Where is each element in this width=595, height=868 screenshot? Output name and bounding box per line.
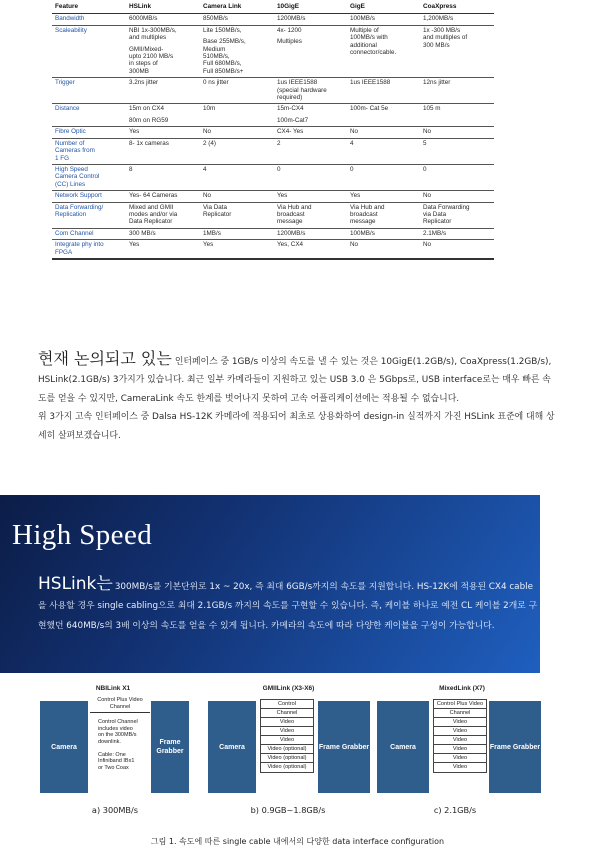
cell-line: Via Hub and (350, 203, 385, 211)
table-cell (274, 228, 347, 239)
cell-line: in steps of (129, 60, 158, 68)
cell-line: and multiples (129, 34, 167, 42)
cell-line: 2.1MB/s (423, 229, 447, 237)
diagram-caption-c: c) 2.1GB/s (433, 805, 477, 815)
intro-lead: 현재 논의되고 있는 (38, 349, 172, 368)
table-row (52, 164, 494, 190)
table-row (52, 78, 494, 104)
table-header-cell: Camera Link (200, 0, 274, 14)
cell-line: 3.2ns jitter (129, 79, 159, 87)
cell-line: required) (277, 94, 303, 102)
cell-line: CX4- Yes (277, 128, 304, 136)
cell-line: Medium (203, 45, 226, 53)
channel-label (90, 697, 150, 710)
table-cell (126, 202, 200, 228)
table-cell (420, 164, 494, 190)
channel-row: Video (434, 745, 486, 754)
cell-line: Fibre Optic (55, 128, 86, 136)
figure-caption: 그림 1. 속도에 따른 single cable 내에서의 다양한 data interface configuration (150, 837, 445, 846)
cell-line: 510MB/s, (203, 53, 230, 61)
channel-row: Video (261, 736, 313, 745)
table-header-cell: Feature (52, 0, 126, 14)
table-cell (274, 191, 347, 202)
camera-box: Camera (377, 701, 429, 793)
table-cell (200, 14, 274, 25)
channel-row: Video (optional) (261, 745, 313, 754)
channel-stack (260, 699, 314, 773)
channel-row: Channel (434, 709, 486, 718)
cell-line: Trigger (55, 79, 75, 87)
channel-label-line: Channel (109, 703, 131, 710)
cell-line: 300 MB/s (423, 41, 450, 49)
intro-text: 인터페이스 중 1GB/s 이상의 속도를 낼 수 있는 것은 10GigE(1.2GB/s), CoaXpress(1.2GB/s), HSLink(2.1GB/s) 3가지가 있습니다. 최근 일부 카메라들이 지원하고 있는 USB 3.0 은 5Gbps로, USB interface로는 매우 빠른 속도를 얻을 수 있지만, CameraLink 속도 한계를 벗어나지 못하여 고속 어플리케이션에는 적용될 수 없습니다. (38, 357, 552, 404)
cell-line: 0 (423, 165, 427, 173)
diagram-gmiilink (206, 685, 371, 797)
intro-text-2: 위 3가지 고속 인터페이스 중 Dalsa HS-12K 카메라에 적용되어 최초로 상용화하여 design-in 실적까지 가진 HSLink 표준에 대해 상세히 살펴보겠습니다. (38, 412, 555, 441)
table-cell (347, 228, 420, 239)
frame-grabber-box: Frame Grabber (489, 701, 541, 793)
table-cell (347, 25, 420, 77)
table-cell (274, 240, 347, 259)
cell-line: message (350, 218, 376, 226)
table-header-cell: CoaXpress (420, 0, 494, 14)
frame-grabber-box: Frame Grabber (318, 701, 370, 793)
table-cell (420, 228, 494, 239)
table-header-row (52, 0, 494, 14)
table-cell (200, 202, 274, 228)
cell-line: Yes (277, 192, 288, 200)
cell-line: Data Replicator (129, 218, 173, 226)
note-line: Infiniband IBx1 (98, 758, 135, 764)
table-cell (420, 127, 494, 138)
cell-line: Yes, CX4 (277, 241, 304, 249)
cell-line: 80m on RG59 (129, 116, 169, 124)
table-row (52, 104, 494, 127)
cell-line: message (277, 218, 303, 226)
cell-line: Camera Control (55, 173, 100, 181)
table-cell (200, 127, 274, 138)
cell-line: 100MB/s (350, 15, 375, 23)
table-cell (126, 25, 200, 77)
diagram-title: MixedLink (X7) (439, 685, 485, 692)
cell-line: 100m- Cat 5e (350, 105, 389, 113)
table-cell (347, 202, 420, 228)
cell-line: Data Forwarding (423, 203, 470, 211)
cell-line: Via Data (203, 203, 228, 211)
feature-cell (52, 240, 126, 259)
cell-line: 2 (4) (203, 139, 216, 147)
channel-row: Control (261, 700, 313, 709)
table-cell (126, 164, 200, 190)
diagram-mixedlink (377, 685, 547, 797)
table-cell (274, 14, 347, 25)
table-cell (274, 127, 347, 138)
cell-line: Yes (350, 192, 361, 200)
channel-row: Video (261, 727, 313, 736)
table-row (52, 191, 494, 202)
channel-notes (98, 719, 152, 771)
table-cell (200, 138, 274, 164)
note-line: downlink. (98, 738, 121, 745)
cell-line: Yes (129, 241, 140, 249)
cell-line: 1200MB/s (277, 15, 306, 23)
channel-row: Video (452, 764, 468, 770)
cell-line: Network Support (55, 192, 102, 200)
table-cell (200, 240, 274, 259)
table-row (52, 202, 494, 228)
cell-line: Multiple of (350, 26, 379, 34)
table-cell (200, 164, 274, 190)
note-line: Cable: One (98, 751, 126, 758)
table-cell (274, 202, 347, 228)
cell-line: broadcast (350, 210, 378, 218)
channel-row: Video (261, 718, 313, 727)
cell-line: 4 (350, 139, 354, 147)
cell-line: additional (350, 41, 377, 49)
table-cell (274, 78, 347, 104)
cell-line: No (350, 128, 359, 136)
table-cell (126, 14, 200, 25)
cell-line: GMII/Mixed- (129, 45, 164, 53)
cell-line: modes and/or via (129, 210, 178, 218)
table-header-cell: GigE (347, 0, 420, 14)
cell-line: Full 850MB/s+ (203, 67, 244, 75)
cell-line: and multiples of (423, 34, 468, 42)
channel-row: Video (434, 736, 486, 745)
table-cell (347, 14, 420, 25)
table-cell (274, 25, 347, 77)
table-cell (420, 104, 494, 127)
cell-line: 0 (277, 165, 281, 173)
table-cell (420, 25, 494, 77)
diagram-caption-b: b) 0.9GB~1.8GB/s (250, 805, 326, 815)
cell-line: connector/cable. (350, 49, 397, 57)
cell-line: Yes (129, 128, 140, 136)
cell-line: Com Channel (55, 229, 94, 237)
table-row (52, 138, 494, 164)
cell-line: 300 MB/s (129, 229, 156, 237)
cell-line: NBI 1x-300MB/s, (129, 26, 177, 34)
feature-cell (52, 191, 126, 202)
note-line: includes video (98, 725, 133, 732)
cell-line: 4x- 1200 (277, 26, 302, 34)
table-row (52, 240, 494, 259)
table-cell (126, 240, 200, 259)
channel-row: Video (optional) (267, 764, 307, 770)
banner-lead: HSLink는 (38, 574, 113, 594)
feature-cell (52, 127, 126, 138)
cell-line: Yes (203, 241, 214, 249)
feature-cell (52, 164, 126, 190)
cell-line: 100m-Cat7 (277, 116, 309, 124)
table-cell (420, 202, 494, 228)
table-cell (200, 228, 274, 239)
channel-row: Video (optional) (261, 754, 313, 763)
cell-line: 100MB/s with (350, 34, 388, 42)
table-cell (200, 78, 274, 104)
cell-line: Full 680MB/s, (203, 60, 242, 68)
diagram-title: NBILink X1 (95, 685, 131, 692)
diagram-caption-a: a) 300MB/s (91, 805, 139, 815)
channel-stack (433, 699, 487, 773)
cell-line: No (423, 128, 432, 136)
table-cell (420, 14, 494, 25)
cell-line: 4 (203, 165, 207, 173)
cell-line: 0 ns jitter (203, 79, 229, 87)
table-cell (347, 240, 420, 259)
cell-line: 12ns jitter (423, 79, 451, 87)
cell-line: 1 FG (55, 154, 69, 162)
cell-line: 105 m (423, 105, 441, 113)
intro-paragraph (38, 350, 558, 445)
feature-cell (52, 202, 126, 228)
table-cell (126, 104, 200, 127)
table-row (52, 228, 494, 239)
cell-line: Cameras from (55, 147, 95, 155)
cell-line: Replicator (423, 218, 452, 226)
cell-line: Scaleability (55, 26, 87, 34)
feature-cell (52, 228, 126, 239)
cell-line: 850MB/s (203, 15, 228, 23)
cell-line: 2 (277, 139, 281, 147)
cell-line: 1us IEEE1588 (350, 79, 391, 87)
cell-line: Base 255MB/s, (203, 38, 246, 46)
cell-line: 1MB/s (203, 229, 221, 237)
cell-line: 1x -300 MB/s (423, 26, 461, 34)
table-cell (274, 104, 347, 127)
cell-line: Yes- 64 Cameras (129, 192, 178, 200)
feature-cell (52, 138, 126, 164)
cell-line: 15m-CX4 (277, 105, 304, 113)
table-cell (200, 191, 274, 202)
cell-line: upto 2100 MB/s (129, 53, 174, 61)
note-line: or Two Coax (98, 764, 129, 771)
diagram-nbilink (38, 685, 188, 797)
channel-row: Video (434, 727, 486, 736)
table-cell (126, 191, 200, 202)
table-cell (420, 191, 494, 202)
cell-line: Number of (55, 139, 85, 147)
table-cell (126, 127, 200, 138)
cell-line: 1us IEEE1588 (277, 79, 318, 87)
table-cell (200, 25, 274, 77)
banner-title: High Speed (12, 519, 153, 551)
cell-line: 100MB/s (350, 229, 375, 237)
channel-row: Video (434, 718, 486, 727)
cell-line: 300MB (129, 67, 149, 75)
channel-row: Control Plus Video (434, 700, 486, 709)
feature-cell (52, 104, 126, 127)
cell-line: (CC) Lines (55, 180, 86, 188)
table-cell (126, 138, 200, 164)
table-header-cell: 10GigE (274, 0, 347, 14)
table-cell (200, 104, 274, 127)
table-cell (347, 104, 420, 127)
table-cell (274, 164, 347, 190)
cell-line: Integrate phy into (55, 241, 104, 249)
cell-line: Lite 150MB/s, (203, 26, 242, 34)
table-cell (347, 138, 420, 164)
cell-line: No (350, 241, 359, 249)
table-body (52, 14, 494, 259)
channel-arrow (90, 712, 150, 713)
cell-line: Via Hub and (277, 203, 312, 211)
note-line: Control Channel (98, 719, 138, 725)
interface-comparison-table (52, 0, 494, 260)
cell-line: FPGA (55, 248, 73, 256)
cell-line: No (203, 192, 212, 200)
cell-line: 1,200MB/s (423, 15, 454, 23)
cell-line: 8- 1x cameras (129, 139, 169, 147)
table-row (52, 25, 494, 77)
cell-line: Replicator (203, 210, 232, 218)
cell-line: 5 (423, 139, 427, 147)
cell-line: Bandwidth (55, 15, 85, 23)
camera-box: Camera (208, 701, 256, 793)
banner-text: 300MB/s를 기본단위로 1x ~ 20x, 즉 최대 6GB/s까지의 속도를 지원합니다. HS-12K에 적용된 CX4 cable 을 사용할 경우 single cabling으로 최대 2.1GB/s 까지의 속도를 구현할 수 있습니다. 즉, 케이블 하나로 예전 CL 케이블 2개로 구현했던 640MB/s의 3배 이상의 속도를 얻을 수 있게 됩니다. 카메라의 속도에 따라 다양한 케이블을 구성이 가능합니다. (38, 582, 538, 631)
table-cell (420, 78, 494, 104)
table-cell (126, 228, 200, 239)
cell-line: (special hardware (277, 86, 327, 94)
cell-line: 8 (129, 165, 133, 173)
cell-line: Distance (55, 105, 80, 113)
feature-cell (52, 14, 126, 25)
cell-line: 0 (350, 165, 354, 173)
cell-line: 6000MB/s (129, 15, 158, 23)
table-cell (347, 78, 420, 104)
cell-line: broadcast (277, 210, 305, 218)
cell-line: Mixed and GMII (129, 203, 174, 211)
channel-row: Video (434, 754, 486, 763)
banner-paragraph (38, 575, 538, 636)
camera-box: Camera (40, 701, 88, 793)
cell-line: via Data (423, 210, 447, 218)
cell-line: No (423, 192, 432, 200)
cell-line: No (203, 128, 212, 136)
table-cell (126, 78, 200, 104)
frame-grabber-box: Frame Grabber (151, 701, 189, 793)
table-cell (274, 138, 347, 164)
diagram-title: GMIILink (X3-X6) (262, 685, 315, 692)
table-cell (347, 164, 420, 190)
cell-line: 10m (203, 105, 216, 113)
table-cell (347, 191, 420, 202)
table-header-cell: HSLink (126, 0, 200, 14)
feature-cell (52, 78, 126, 104)
cell-line: 15m on CX4 (129, 105, 165, 113)
cell-line: Replication (55, 210, 87, 218)
cell-line: High Speed (55, 165, 88, 173)
table-row (52, 14, 494, 25)
table-cell (420, 240, 494, 259)
table-row (52, 127, 494, 138)
channel-label-line: Control Plus Video (97, 697, 143, 703)
table-cell (347, 127, 420, 138)
channel-row: Channel (261, 709, 313, 718)
cell-line: 1200MB/s (277, 229, 306, 237)
cell-line: Multiples (277, 38, 302, 46)
table-cell (420, 138, 494, 164)
high-speed-banner (0, 495, 540, 673)
note-line: on the 300MB/s (98, 732, 137, 738)
feature-cell (52, 25, 126, 77)
cell-line: No (423, 241, 432, 249)
cell-line: Data Forwarding/ (55, 203, 104, 211)
